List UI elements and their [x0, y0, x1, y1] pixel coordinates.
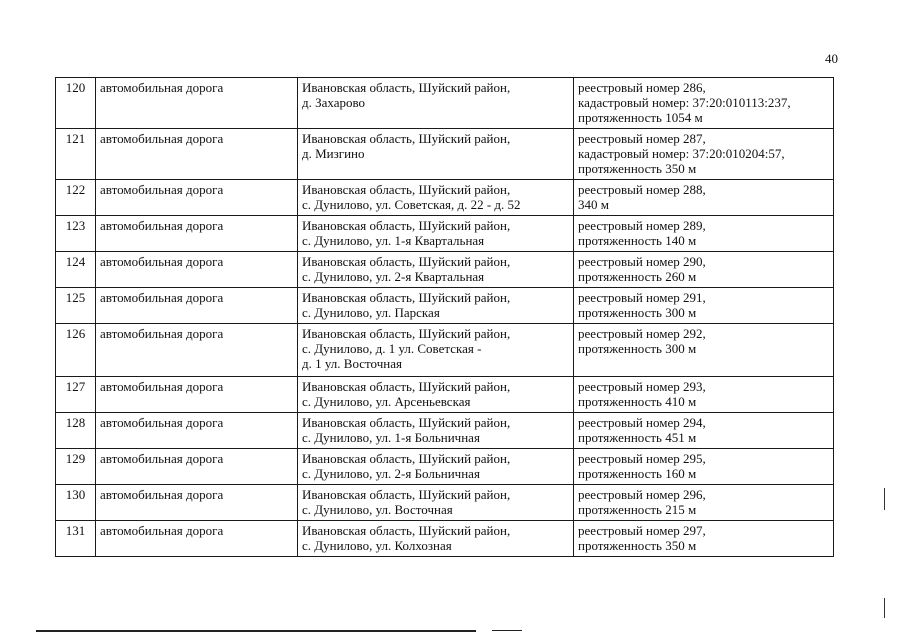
- object-characteristics: [574, 180, 834, 216]
- characteristics-line: протяженность 410 м: [578, 394, 697, 409]
- object-name: автомобильная дорога: [96, 413, 298, 449]
- characteristics-line: реестровый номер 297,: [578, 523, 706, 538]
- address-line: д. Захарово: [302, 95, 366, 110]
- characteristics-line: реестровый номер 288,: [578, 182, 706, 197]
- object-name: автомобильная дорога: [96, 252, 298, 288]
- object-characteristics: [574, 485, 834, 521]
- object-name: автомобильная дорога: [96, 129, 298, 180]
- object-characteristics: [574, 216, 834, 252]
- object-characteristics: [574, 449, 834, 485]
- object-characteristics: [574, 521, 834, 557]
- characteristics-line: реестровый номер 294,: [578, 415, 706, 430]
- object-address: [298, 78, 574, 129]
- table-row: [56, 449, 834, 485]
- table-row: [56, 324, 834, 377]
- characteristics-line: реестровый номер 290,: [578, 254, 706, 269]
- characteristics-line: протяженность 260 м: [578, 269, 697, 284]
- object-address: [298, 216, 574, 252]
- table-row: [56, 288, 834, 324]
- object-characteristics: [574, 252, 834, 288]
- object-address: [298, 129, 574, 180]
- address-line: с. Дунилово, ул. Арсеньевская: [302, 394, 471, 409]
- scan-artifact-line: [492, 630, 522, 631]
- characteristics-line: протяженность 451 м: [578, 430, 697, 445]
- row-number: 121: [56, 129, 96, 180]
- characteristics-line: реестровый номер 296,: [578, 487, 706, 502]
- row-number: 120: [56, 78, 96, 129]
- table-row: [56, 485, 834, 521]
- row-number: 131: [56, 521, 96, 557]
- object-name: автомобильная дорога: [96, 180, 298, 216]
- address-line: Ивановская область, Шуйский район,: [302, 379, 511, 394]
- address-line: Ивановская область, Шуйский район,: [302, 326, 511, 341]
- characteristics-line: кадастровый номер: 37:20:010204:57,: [578, 146, 785, 161]
- scan-edge-mark: [884, 598, 885, 618]
- object-address: [298, 521, 574, 557]
- address-line: с. Дунилово, ул. Советская, д. 22 - д. 52: [302, 197, 521, 212]
- table-row: [56, 413, 834, 449]
- characteristics-line: реестровый номер 292,: [578, 326, 706, 341]
- address-line: Ивановская область, Шуйский район,: [302, 451, 511, 466]
- characteristics-line: реестровый номер 295,: [578, 451, 706, 466]
- object-name: автомобильная дорога: [96, 78, 298, 129]
- road-registry-table: [55, 77, 834, 557]
- characteristics-line: протяженность 350 м: [578, 161, 697, 176]
- address-line: с. Дунилово, ул. Восточная: [302, 502, 453, 517]
- table-row: [56, 521, 834, 557]
- row-number: 129: [56, 449, 96, 485]
- table-row: [56, 216, 834, 252]
- address-line: Ивановская область, Шуйский район,: [302, 182, 511, 197]
- address-line: с. Дунилово, ул. 1-я Квартальная: [302, 233, 485, 248]
- object-address: [298, 449, 574, 485]
- address-line: д. 1 ул. Восточная: [302, 356, 402, 371]
- address-line: с. Дунилово, ул. 2-я Квартальная: [302, 269, 485, 284]
- characteristics-line: протяженность 1054 м: [578, 110, 703, 125]
- characteristics-line: реестровый номер 287,: [578, 131, 706, 146]
- address-line: с. Дунилово, ул. Парская: [302, 305, 440, 320]
- address-line: Ивановская область, Шуйский район,: [302, 415, 511, 430]
- characteristics-line: протяженность 215 м: [578, 502, 697, 517]
- characteristics-line: протяженность 160 м: [578, 466, 697, 481]
- row-number: 124: [56, 252, 96, 288]
- table-row: [56, 78, 834, 129]
- object-address: [298, 180, 574, 216]
- object-characteristics: [574, 288, 834, 324]
- scan-edge-mark: [884, 488, 885, 510]
- registry-table-body: [56, 78, 834, 557]
- object-address: [298, 413, 574, 449]
- scan-artifact-line: [36, 630, 476, 632]
- row-number: 123: [56, 216, 96, 252]
- characteristics-line: протяженность 140 м: [578, 233, 697, 248]
- characteristics-line: 340 м: [578, 197, 609, 212]
- object-address: [298, 377, 574, 413]
- address-line: Ивановская область, Шуйский район,: [302, 131, 511, 146]
- table-row: [56, 180, 834, 216]
- row-number: 126: [56, 324, 96, 377]
- object-name: автомобильная дорога: [96, 449, 298, 485]
- row-number: 122: [56, 180, 96, 216]
- object-name: автомобильная дорога: [96, 288, 298, 324]
- row-number: 128: [56, 413, 96, 449]
- object-address: [298, 288, 574, 324]
- object-address: [298, 485, 574, 521]
- address-line: Ивановская область, Шуйский район,: [302, 80, 511, 95]
- address-line: Ивановская область, Шуйский район,: [302, 487, 511, 502]
- table-row: [56, 377, 834, 413]
- address-line: с. Дунилово, ул. 1-я Больничная: [302, 430, 480, 445]
- table-row: [56, 252, 834, 288]
- object-name: автомобильная дорога: [96, 521, 298, 557]
- address-line: Ивановская область, Шуйский район,: [302, 254, 511, 269]
- object-address: [298, 324, 574, 377]
- table-row: [56, 129, 834, 180]
- object-name: автомобильная дорога: [96, 485, 298, 521]
- characteristics-line: реестровый номер 293,: [578, 379, 706, 394]
- address-line: Ивановская область, Шуйский район,: [302, 290, 511, 305]
- characteristics-line: протяженность 300 м: [578, 341, 697, 356]
- characteristics-line: протяженность 350 м: [578, 538, 697, 553]
- object-name: автомобильная дорога: [96, 216, 298, 252]
- characteristics-line: реестровый номер 286,: [578, 80, 706, 95]
- row-number: 130: [56, 485, 96, 521]
- row-number: 125: [56, 288, 96, 324]
- object-characteristics: [574, 129, 834, 180]
- object-name: автомобильная дорога: [96, 324, 298, 377]
- address-line: Ивановская область, Шуйский район,: [302, 218, 511, 233]
- object-characteristics: [574, 413, 834, 449]
- characteristics-line: реестровый номер 291,: [578, 290, 706, 305]
- row-number: 127: [56, 377, 96, 413]
- object-characteristics: [574, 377, 834, 413]
- address-line: с. Дунилово, ул. Колхозная: [302, 538, 452, 553]
- object-characteristics: [574, 78, 834, 129]
- address-line: с. Дунилово, ул. 2-я Больничная: [302, 466, 480, 481]
- address-line: с. Дунилово, д. 1 ул. Советская -: [302, 341, 482, 356]
- object-address: [298, 252, 574, 288]
- characteristics-line: протяженность 300 м: [578, 305, 697, 320]
- characteristics-line: кадастровый номер: 37:20:010113:237,: [578, 95, 791, 110]
- object-name: автомобильная дорога: [96, 377, 298, 413]
- characteristics-line: реестровый номер 289,: [578, 218, 706, 233]
- object-characteristics: [574, 324, 834, 377]
- address-line: д. Мизгино: [302, 146, 365, 161]
- page-number: 40: [825, 51, 838, 66]
- address-line: Ивановская область, Шуйский район,: [302, 523, 511, 538]
